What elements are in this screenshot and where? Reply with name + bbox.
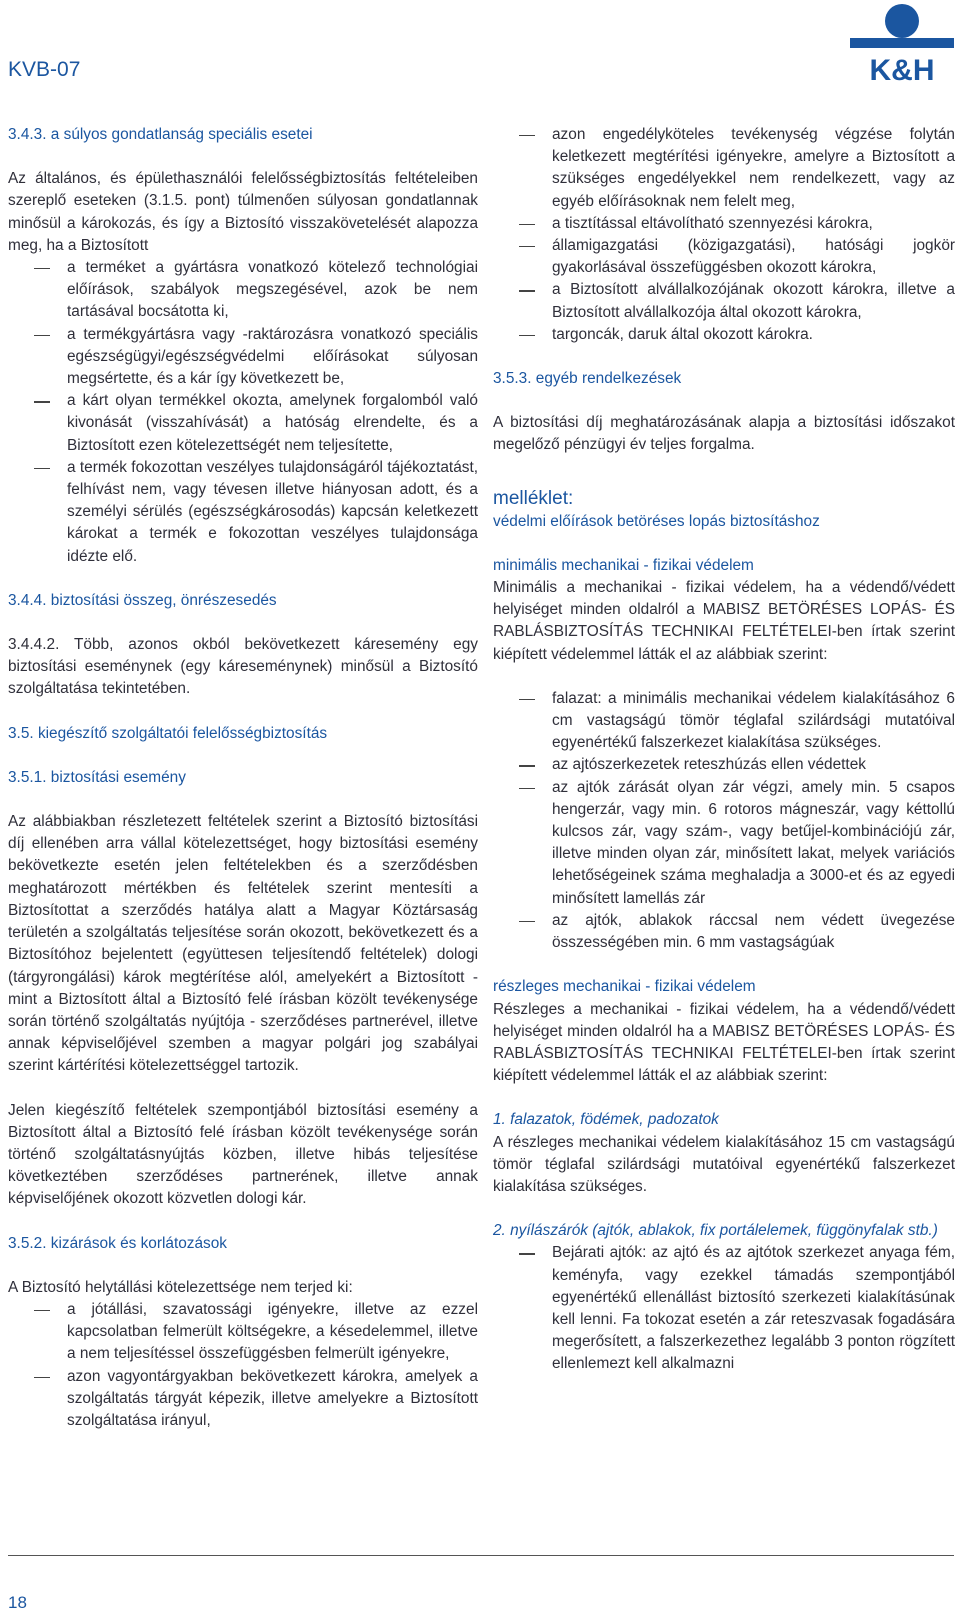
kh-logo-icon: [850, 0, 954, 86]
subheading-walls: 1. falazatok, födémek, padozatok: [493, 1111, 719, 1129]
list-item: államigazgatási (közigazgatási), hatósági jogkör gyakorlásával összefüggésben okozott károkra,: [493, 235, 955, 279]
annex-subtitle: védelmi előírások betöréses lopás biztosításhoz: [493, 512, 820, 530]
section-heading-3-5-3: 3.5.3. egyéb rendelkezések: [493, 370, 682, 388]
page-number: 18: [8, 1593, 27, 1612]
dash-list: [493, 124, 955, 346]
list-item: Bejárati ajtók: az ajtó és az ajtótok szerkezet anyaga fém, keményfa, vagy ezekkel támadás szempontjából egyenértékű ellenállást biztosító szerkezeti kialakításúnak kell lenni. Fa tokozat esetén a zár reteszvasak fogadására megerősített, a falszerkezethez legalább 3 ponton rögzített ellenlemezt kell alkalmazni: [493, 1242, 955, 1375]
list-item: a tisztítással eltávolítható szennyezési károkra,: [493, 213, 955, 235]
dash-list: [8, 257, 478, 568]
list-item: a terméket a gyártásra vonatkozó kötelező technológiai előírások, szabályok megszegésével, azok be nem tartásával bocsátotta ki,: [8, 257, 478, 324]
dash-list: [8, 1299, 478, 1432]
logo-text: K&H: [869, 54, 935, 86]
paragraph: Minimális a mechanikai - fizikai védelem, ha a védendő/védett helyiséget minden oldalról a MABISZ BETÖRÉSES LOPÁS- ÉS RABLÁSBIZTOSÍTÁS TECHNIKAI FELTÉTELEI-ben írtak szerint kiépített védelemmel látták el az alábbiak szerint:: [493, 579, 955, 663]
list-item: a kárt olyan termékkel okozta, amelynek forgalomból való kivonását (visszahívását) a hatóság elrendelte, és a Biztosított ezen kötelezettségét nem teljesítette,: [8, 390, 478, 457]
section-heading-3-4-4: 3.4.4. biztosítási összeg, önrészesedés: [8, 591, 277, 609]
list-item: a Biztosított alvállalkozójának okozott károkra, illetve a Biztosított alvállalkozója által okozott károkra,: [493, 279, 955, 323]
document-code: KVB-07: [8, 58, 81, 81]
section-heading-3-4-3: 3.4.3. a súlyos gondatlanság speciális esetei: [8, 126, 313, 143]
left-column: [8, 124, 478, 1432]
paragraph: Jelen kiegészítő feltételek szempontjából biztosítási esemény a Biztosított által a Biztosító felé írásban közölt tevékenysége során történő szolgáltatásnyújtás közben, illetve hibás teljesítése következtében szerződéses partnerének, illetve annak képviselőjének okozott közvetlen dologi kár.: [8, 1101, 478, 1208]
section-heading-3-5-1: 3.5.1. biztosítási esemény: [8, 768, 186, 786]
subheading-partial-protection: részleges mechanikai - fizikai védelem: [493, 978, 756, 996]
dash-list: [493, 688, 955, 954]
list-item: a jótállási, szavatossági igényekre, illetve az ezzel kapcsolatban felmerült költségekre, a késedelemmel, illetve a nem teljesítéssel összefüggésben felmerült igényekre,: [8, 1299, 478, 1366]
paragraph: Részleges a mechanikai - fizikai védelem, ha a védendő/védett helyiséget minden oldalról ha a MABISZ BETÖRÉSES LOPÁS- ÉS RABLÁSBIZTOSÍTÁS TECHNIKAI FELTÉTELEI-ben írtak szerint kiépített védelemmel látták el az alábbiak szerint:: [493, 1000, 955, 1085]
list-item: a termékgyártásra vagy -raktározásra vonatkozó speciális egészségügyi/egészségvédelmi előírásokat súlyosan megsértette, és a kár így következett be,: [8, 324, 478, 391]
footer-divider: [8, 1555, 954, 1556]
annex-title: melléklet:: [493, 487, 574, 509]
section-heading-3-5: 3.5. kiegészítő szolgáltatói felelősségbiztosítás: [8, 724, 328, 742]
subheading-openings: 2. nyílászárók (ajtók, ablakok, fix portálelemek, függönyfalak stb.): [493, 1222, 938, 1240]
paragraph: A részleges mechanikai védelem kialakításához 15 cm vastagságú tömör téglafal szilárdsági mutatóival egyenértékű falszerkezet kialakítása szükséges.: [493, 1133, 955, 1195]
list-item: a termék fokozottan veszélyes tulajdonságáról tájékoztatást, felhívást nem, vagy tévesen illetve hiányosan adott, és a személyi sérülés (egészségkárosodás) kapcsán keletkezett károkat a termék e fokozottan veszélyes tulajdonsága idézte elő.: [8, 457, 478, 568]
paragraph: A Biztosító helytállási kötelezettsége nem terjed ki:: [8, 1278, 353, 1296]
list-item: az ajtók, ablakok ráccsal nem védett üvegezése összességében min. 6 mm vastagságúak: [493, 910, 955, 954]
list-item: falazat: a minimális mechanikai védelem kialakításához 6 cm vastagságú tömör téglafal szilárdsági mutatóival egyenértékű falszerkezet kialakítása szükséges.: [493, 688, 955, 755]
paragraph: Az alábbiakban részletezett feltételek szerint a Biztosító biztosítási díj ellenében arra vállal kötelezettséget, hogy biztosítási esemény bekövetkezte esetén jelen feltételekben és a szerződésben meghatározott mértékben és feltételek szerint mentesíti a Biztosítottat a szerződés hatálya alatt a Magyar Köztársaság területén a szolgáltatás teljesítése során okozott, bekövetkezett és a Biztosítóhoz bejelentett (együttesen teljesítendő feltételek) dologi (tárgyrongálási) károk megtérítése alól, amelyekért a Biztosított - mint a Biztosított által a Biztosító felé írásban közölt tevékenysége során történő szolgáltatás nyújtója - szerződéses partnerével, illetve annak képviselőjével szemben a magyar polgári jog szabályai szerint kártérítési kötelezettséggel tartozik.: [8, 813, 478, 1075]
list-item: targoncák, daruk által okozott károkra.: [493, 324, 955, 346]
dash-list: [493, 1242, 955, 1375]
list-item: azon vagyontárgyakban bekövetkezett károkra, amelyek a szolgáltatás tárgyát képezik, illetve amelyekre a Biztosított szolgáltatása irányul,: [8, 1366, 478, 1433]
section-heading-3-5-2: 3.5.2. kizárások és korlátozások: [8, 1234, 227, 1252]
subheading-minimal-protection: minimális mechanikai - fizikai védelem: [493, 556, 754, 574]
list-item: az ajtók zárását olyan zár végzi, amely min. 5 csapos hengerzár, vagy min. 6 rotoros mágneszár, vagy kéttollú kulcsos zár, vagy szám-, vagy betűjel-kombinációjú zár, illetve minden olyan zár, minősített lakat, melyek variációs lehetőségeinek száma meghaladja a 3000-et és az egyedi minősített lamellás zár: [493, 777, 955, 910]
list-item: azon engedélyköteles tevékenység végzése folytán keletkezett megtérítési igényekre, amelyre a Biztosított a szükséges engedélyekkel nem rendelkezett, vagy az egyéb előírásoknak nem felelt meg,: [493, 124, 955, 213]
right-column: [493, 124, 955, 1376]
paragraph: A biztosítási díj meghatározásának alapja a biztosítási időszakot megelőző pénzügyi év teljes forgalma.: [493, 414, 955, 454]
list-item: az ajtószerkezetek reteszhúzás ellen védettek: [493, 754, 955, 776]
paragraph: Az általános, és épülethasználói felelősségbiztosítás feltételeiben szereplő eseteken (3.1.5. pont) túlmenően súlyosan gondatlannak minősül a károkozás, és így a Biztosító visszakövetelését alapozza meg, ha a Biztosított: [8, 170, 478, 254]
paragraph: 3.4.4.2. Több, azonos okból bekövetkezett káresemény egy biztosítási eseménynek (egy káreseménynek) minősül a Biztosító szolgáltatása tekintetében.: [8, 636, 478, 698]
